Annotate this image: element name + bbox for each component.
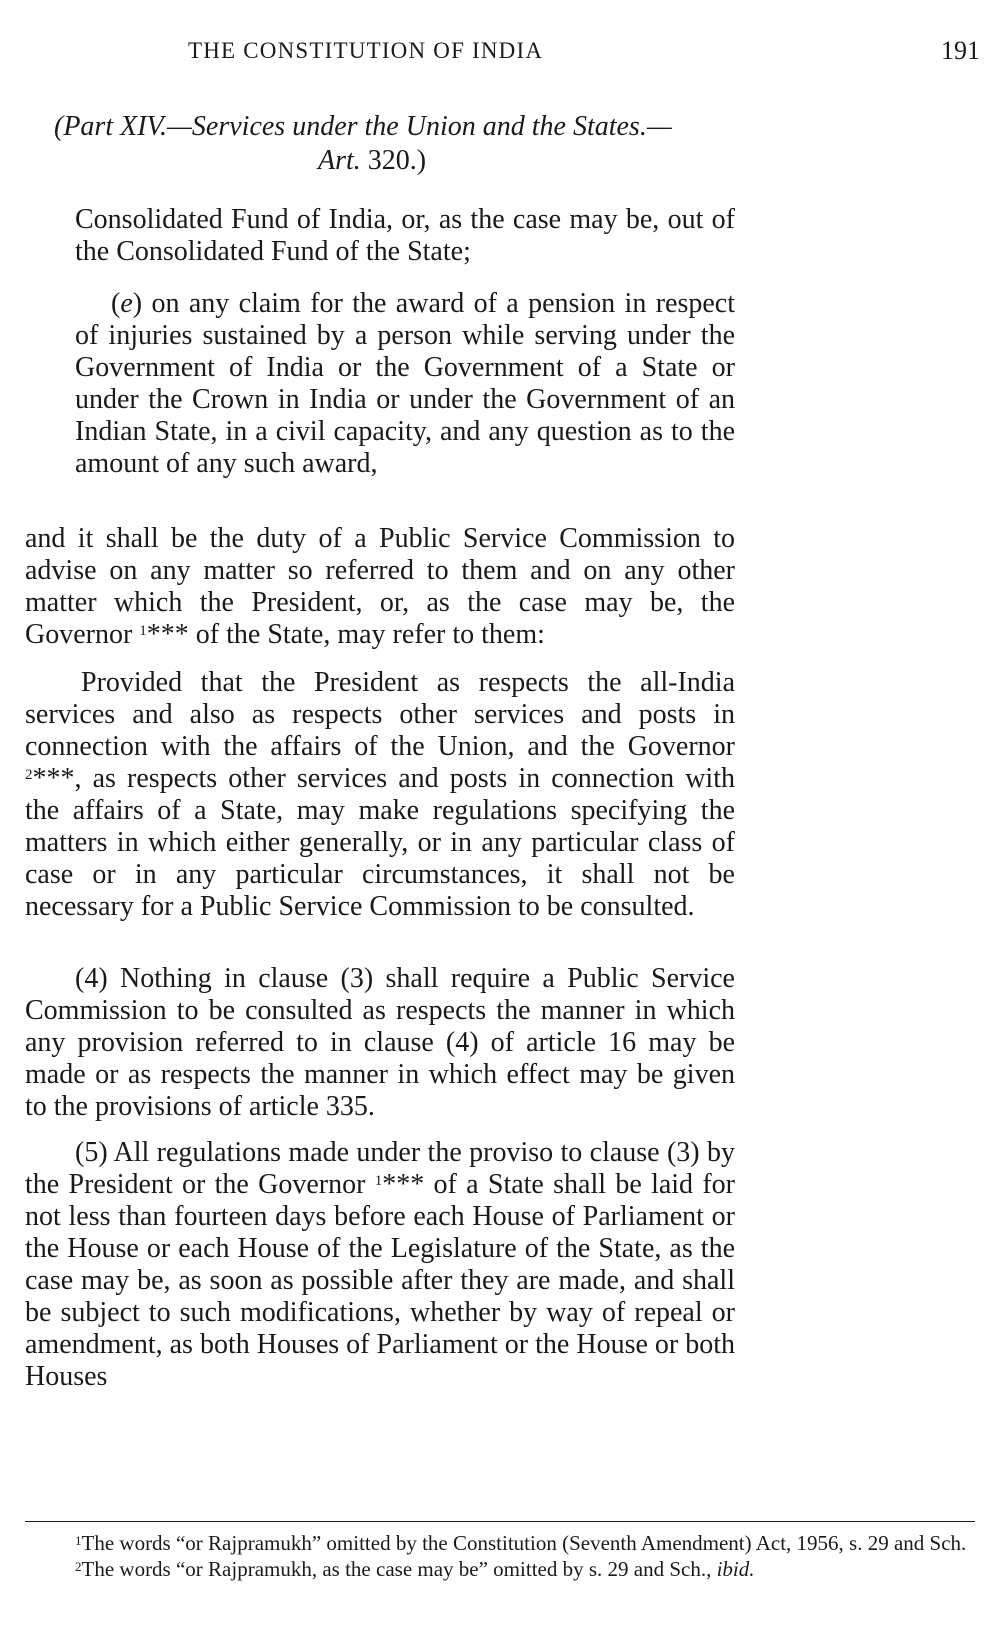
- proviso-text: [25, 667, 735, 923]
- clause-5: [25, 1137, 735, 1393]
- proviso-paragraph: [25, 667, 735, 923]
- clause-4: [25, 963, 735, 1123]
- clause-4-text: (4) Nothing in clause (3) shall require a Public Service Commission to be consulted as respects the manner in which any provision referred to in clause (4) of article 16 may be made or as respects the manner in which effect may be given to the provisions of article 335.: [25, 963, 735, 1122]
- part-heading-article: [40, 144, 680, 178]
- page-number: 191: [941, 36, 980, 65]
- footnote-ref-1b: 1: [374, 1173, 383, 1189]
- clause-5-before: (5) All regulations made under the proviso to clause (3) by the President or the Governor: [25, 1137, 735, 1200]
- proviso-text-before: Provided that the President as respects the all-India services and also as respects other services and posts in connection with the affairs of the Union, and the Governor: [25, 667, 735, 762]
- article-label: Art.: [318, 145, 361, 176]
- clause-e-open: (: [111, 288, 121, 319]
- clause-e-text: [75, 288, 735, 480]
- clause-e: [75, 288, 735, 480]
- clause-e-letter: e: [120, 288, 133, 319]
- duty-paragraph-text: [25, 523, 735, 651]
- article-number: 320.): [360, 145, 427, 176]
- footnote-divider: [25, 1521, 975, 1522]
- footnotes: [25, 1530, 975, 1582]
- footnote-1-marker: 1: [75, 1533, 82, 1548]
- clause-continuation-text: Consolidated Fund of India, or, as the case may be, out of the Consolidated Fund of the State;: [75, 204, 735, 267]
- part-heading-line: (Part XIV.—Services under the Union and the States.—: [54, 111, 672, 142]
- footnote-ref-2: 2: [25, 767, 33, 783]
- running-title: THE CONSTITUTION OF INDIA: [188, 38, 544, 63]
- footnote-2-text: The words “or Rajpramukh, as the case may be” omitted by s. 29 and Sch.,: [81, 1557, 717, 1581]
- footnote-1: [25, 1530, 975, 1556]
- duty-text-before: and it shall be the duty of a Public Service Commission to advise on any matter so referred to them and on any other matter which the President, or, as the case may be, the Governor: [25, 523, 735, 650]
- clause-continuation: [75, 204, 735, 268]
- clause-5-after: *** of a State shall be laid for not less than fourteen days before each House of Parliament or the House or each House of the Legislature of the State, as the case may be, as soon as possible after they are made, and shall be subject to such modifications, whether by way of repeal or amendment, as both Houses of Parliament or the House or both Houses: [25, 1169, 735, 1392]
- proviso-text-after: ***, as respects other services and posts in connection with the affairs of a State, may make regulations specifying the matters in which either generally, or in any particular class of case or in any particular circumstances, it shall not be necessary for a Public Service Commission to be consulted.: [25, 763, 735, 922]
- duty-text-after: *** of the State, may refer to them:: [146, 619, 545, 650]
- footnote-1-text: The words “or Rajpramukh” omitted by the Constitution (Seventh Amendment) Act, 1956, s. 29 and Sch.: [81, 1531, 967, 1555]
- footnote-ref-1: 1: [139, 623, 147, 639]
- part-heading: [40, 110, 680, 178]
- duty-paragraph: [25, 523, 735, 651]
- clause-5-text: [25, 1137, 735, 1393]
- footnote-2: [25, 1556, 975, 1582]
- footnote-2-marker: 2: [75, 1559, 82, 1574]
- footnote-2-ibid: ibid.: [716, 1557, 755, 1581]
- clause-e-body: ) on any claim for the award of a pension in respect of injuries sustained by a person while serving under the Government of India or the Government of a State or under the Crown in India or under the Government of an Indian State, in a civil capacity, and any question as to the amount of any such award,: [75, 288, 735, 479]
